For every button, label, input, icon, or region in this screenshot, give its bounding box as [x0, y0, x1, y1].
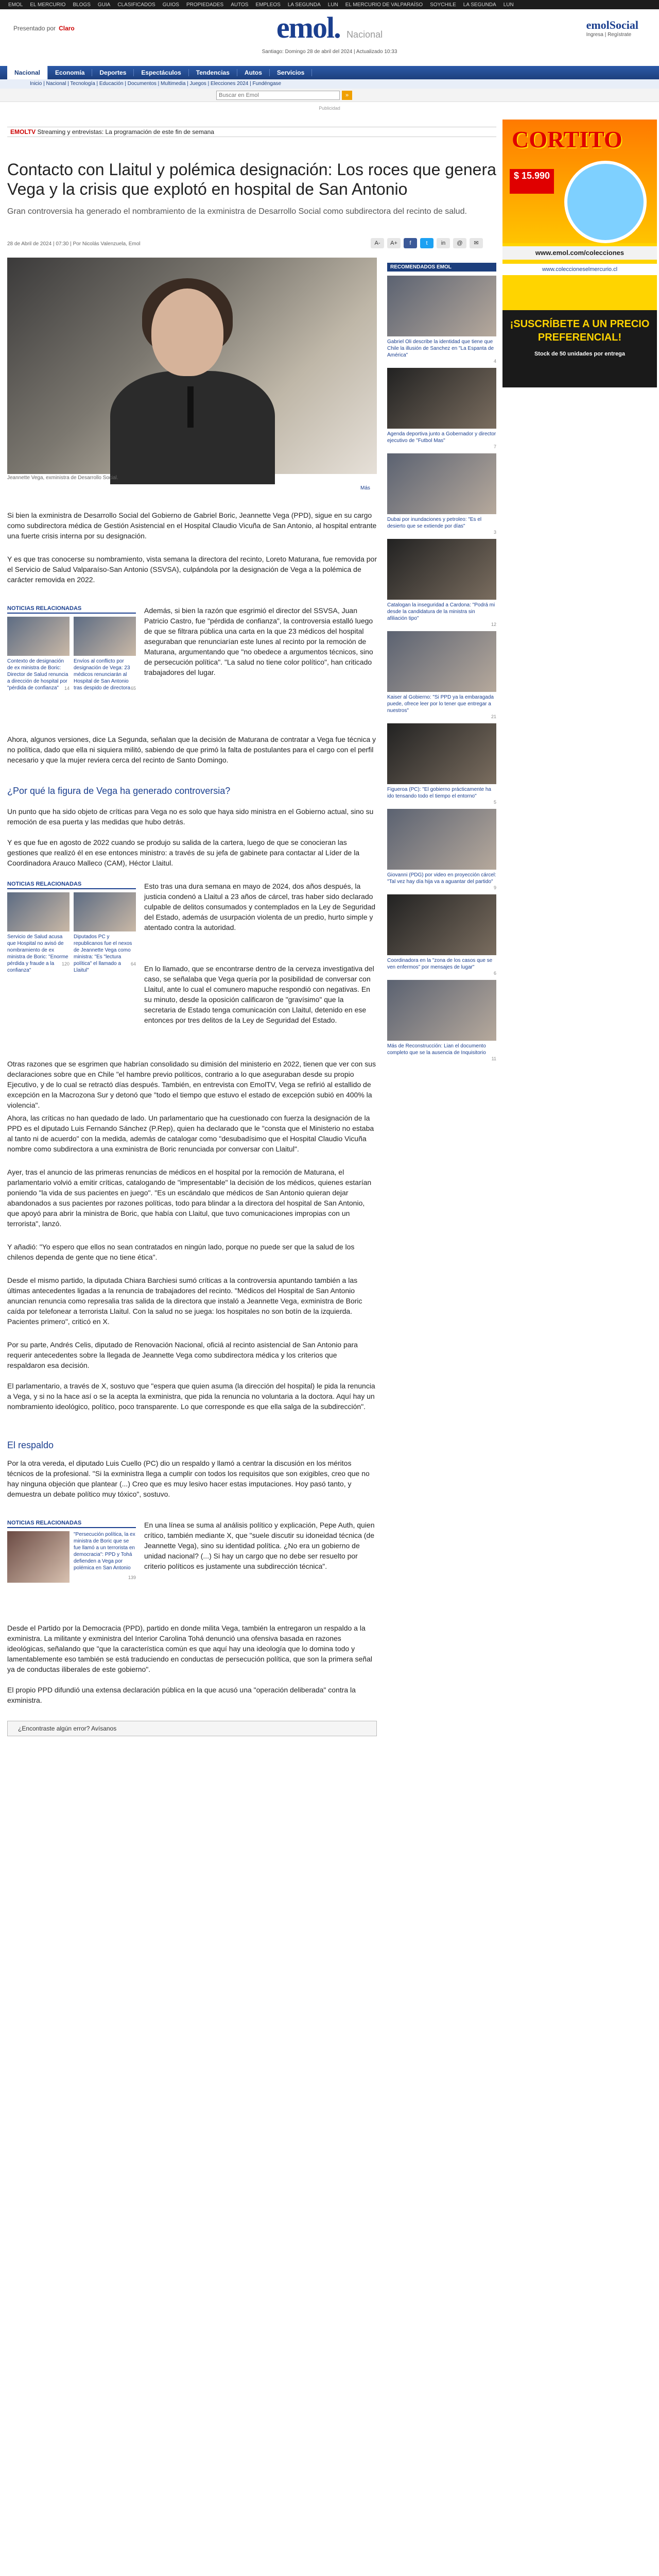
- paragraph: Ayer, tras el anuncio de las primeras renuncias de médicos en el hospital por la remoción de Maturana, el parlamentario volvió a emitir críticas, catalogando de "impresentable" la decisión de los médicos, quienes estarían poniendo "la vida de sus pacientes en juego". "Es un escándalo que médicos de San Antonio quieran dejar abandonados a sus pacientes por razones políticas, todo para blindar a la directora del hospital de San Antonio, que apoyó para abrir la ministra de Boric, que había con Llaitul, que tuvo comunicaciones impropias con un terrorista", lanzó.: [7, 1168, 372, 1228]
- recommended-thumb[interactable]: [387, 809, 496, 870]
- sponsor-logo[interactable]: Claro: [59, 25, 75, 32]
- presented-by: [13, 25, 75, 32]
- recommended-item[interactable]: [387, 723, 496, 805]
- brand-section: Nacional: [346, 29, 383, 40]
- recommended-item[interactable]: [387, 276, 496, 364]
- recommended-text[interactable]: Gabriel Oli describe la identidad que tiene que Chile la illusión de Sanchez en "La Espanta de América": [387, 339, 494, 358]
- related-thumb[interactable]: [7, 617, 70, 656]
- search-input[interactable]: [216, 91, 340, 100]
- comment-count: 139: [128, 1575, 136, 1580]
- paragraph: El parlamentario, a través de X, sostuvo que "espera que quien asuma (la dirección del hospital) le pida la renuncia a Vega, y si no la hace así o se la acepta la exministra, que pida la renuncia no voluntaria a la doctora. Aquí hay un nombramiento ideológico, político, poco transparente. Lo que corresponde es que ella salga de la subdirección".: [7, 1382, 375, 1411]
- network-link[interactable]: LA SEGUNDA: [463, 2, 496, 8]
- comment-count: 6: [493, 971, 496, 976]
- comment-count: 9: [493, 885, 496, 890]
- related-thumb[interactable]: [7, 1531, 70, 1583]
- recommended-item[interactable]: [387, 980, 496, 1061]
- nav-item-deportes[interactable]: Deportes: [92, 69, 134, 76]
- network-link[interactable]: PROPIEDADES: [186, 2, 224, 8]
- comment-count: 64: [130, 961, 136, 967]
- nav-item-nacional[interactable]: Nacional: [7, 66, 48, 79]
- section-heading: El respaldo: [7, 1440, 54, 1450]
- ad-strip[interactable]: www.coleccioneselmercurio.cl: [502, 264, 657, 275]
- section-heading: ¿Por qué la figura de Vega ha generado controversia?: [7, 786, 231, 796]
- paragraph: Ahora, algunos versiones, dice La Segunda, señalan que la decisión de Maturana de contratar a Vega fue técnica y no política, dado que ella ni siquiera militó, sabiendo de que primó la falta de postulantes para el cargo con el perfil necesario y que la mujer reviera cerca del recinto de Santo Domingo.: [7, 735, 376, 764]
- alert-text[interactable]: Streaming y entrevistas: La programación de este fin de semana: [37, 128, 214, 135]
- article-headline: Contacto con Llaitul y polémica designación: Los roces que genera Vega y la crisis que explotó en hospital de San Antonio: [7, 160, 496, 198]
- nav-item-tendencias[interactable]: Tendencias: [189, 69, 237, 76]
- network-link[interactable]: GUIOS: [162, 2, 179, 8]
- related-thumb[interactable]: [7, 892, 70, 931]
- related-text[interactable]: Envíos al conflicto por designación de Vega: 23 médicos renunciarán al Hospital de San Antonio tras despido de directora: [74, 658, 131, 691]
- related-news-2: [7, 881, 136, 973]
- ad-brand: CORTITO: [512, 126, 622, 152]
- font-decrease-button[interactable]: A-: [371, 238, 384, 248]
- nav-item-economia[interactable]: Economía: [48, 69, 92, 76]
- paragraph: Por su parte, Andrés Celis, diputado de Renovación Nacional, oficiá al recinto asistencial de San Antonio para requerir antecedentes sobre la llegada de Jeannette Vega como subdirectora médica y los criterios que respaldaron esa decisión.: [7, 1341, 358, 1369]
- comment-count: 4: [493, 359, 496, 364]
- related-thumb[interactable]: [74, 617, 136, 656]
- network-link[interactable]: EMPLEOS: [255, 2, 281, 8]
- recommended-item[interactable]: [387, 539, 496, 627]
- recommended-thumb[interactable]: [387, 723, 496, 784]
- article-tools: [371, 238, 483, 248]
- recommended-text[interactable]: Agenda deportiva junto a Gobernador y director ejecutivo de "Futbol Mas": [387, 431, 496, 444]
- article-lede: Gran controversia ha generado el nombramiento de la exministra de Desarrollo Social como subdirectora del recinto de salud.: [7, 207, 467, 216]
- paragraph: En lo llamado, que se encontrarse dentro de la cerveza investigativa del caso, se señalaba que Vega quería por la posibilidad de conversar con Llaitul, ante lo cual el comunero mapuche respondió con negativas. En su minuto, desde la oposición calificaron de "gravísimo" que la secretaria de Estado tenga comunicación con Llaitul, detenido en ese entonces por tres delitos de la Ley de Seguridad del Estado.: [144, 964, 374, 1024]
- recommended-thumb[interactable]: [387, 276, 496, 336]
- ad-subscribe: [502, 310, 657, 387]
- report-error-button[interactable]: ¿Encontraste algún error? Avísanos: [7, 1721, 377, 1736]
- paragraph: En una línea se suma al análisis político y explicación, Pepe Auth, quien crítico, también mediante X, que "suele discutir su idoneidad técnica (de Jeannette Vega), sino su identidad política. ¿No era un gobierno de unidad nacional? (...) Si hay un cargo que no debe ser resuelto por criterio políticos es justamente una subdirección técnica".: [144, 1521, 375, 1570]
- recommended-text[interactable]: Dubai por inundaciones y petroleo: "Es el desierto que se extiende por días": [387, 517, 482, 529]
- paragraph: El propio PPD difundió una extensa declaración pública en la que acusó una "operación deliberada" contra la exministra.: [7, 1686, 356, 1704]
- related-text[interactable]: "Persecución política, la ex ministra de Boric que se fue llamó a un terrorista en democracia": PPD y Tohá defienden a Vega por polémica en San Antonio: [74, 1532, 135, 1571]
- paragraph: Desde el Partido por la Democracia (PPD), partido en donde milita Vega, también la entregaron un respaldo a la exministra. La militante y exministra del Interior Carolina Tohá denunció una ofensiva basada en razones ideológicas, señalando que "que la característica común es que aquí hay una ideología que lo domina todo y lamentablemente eso también se está traduciendo en conductas de persecución política, que son la primera señal ya de conductas iliberales de este gobierno".: [7, 1624, 372, 1673]
- recommended-thumb[interactable]: [387, 980, 496, 1041]
- related-text[interactable]: Diputados PC y republicanos fue el nexos de Jeannette Vega como ministra: "Es "lectura política" el llamado a Llaitul": [74, 934, 132, 973]
- ad-subscribe-title[interactable]: ¡SUSCRÍBETE A UN PRECIO PREFERENCIAL!: [510, 318, 650, 343]
- recommended-item[interactable]: [387, 894, 496, 976]
- network-link[interactable]: EL MERCURIO: [30, 2, 66, 8]
- related-title: NOTICIAS RELACIONADAS: [7, 605, 136, 614]
- nav-item-servicios[interactable]: Servicios: [270, 69, 312, 76]
- related-news-1: [7, 605, 136, 691]
- social-login-links[interactable]: Ingresa | Regístrate: [586, 32, 632, 38]
- paragraph: Además, si bien la razón que esgrimió el director del SSVSA, Juan Patricio Castro, fue "pérdida de confianza", la controversia estalló luego de que se filtrara pública una carta en la que 23 médicos del hospital aseguraban que renunciarían este lunes al recinto por la remoción de Maturana, argumentando que "no obedece a argumentos técnicos, sino de persecución política". "La salud no tiene color político", han criticado trabajadores del lugar.: [144, 606, 373, 676]
- recommended-thumb[interactable]: [387, 631, 496, 692]
- nav-item-espectaculos[interactable]: Espectáculos: [134, 69, 188, 76]
- recommended-thumb[interactable]: [387, 368, 496, 429]
- network-link[interactable]: SOYCHILE: [430, 2, 456, 8]
- comment-count: 5: [493, 800, 496, 805]
- related-text[interactable]: Servicio de Salud acusa que Hospital no avisó de nombramiento de ex ministra de Boric: "Enorme pérdida y fraude a la confianza": [7, 934, 68, 973]
- comment-count: 7: [493, 444, 496, 449]
- facebook-share-icon[interactable]: f: [404, 238, 417, 248]
- recommended-text[interactable]: Giovanni (PDG) por video en proyección cárcel: "Tal vez hay día hija va a aguantar del partido": [387, 872, 496, 885]
- sidebar-title: RECOMENDADOS EMOL: [387, 263, 496, 272]
- comment-count: 21: [491, 714, 496, 719]
- article-meta: 28 de Abril de 2024 | 07:30 | Por Nicolás Valenzuela, Emol: [7, 241, 141, 247]
- paragraph: Otras razones que se esgrimen que habrían consolidado su dimisión del ministerio en 2022, tienen que ver con sus declaraciones sobre que en Chile "el hambre previo políticos, contrario a lo que aseguraban desde su propio Ejecutivo, y de lo cual se retractó días después. También, en entrevista con EmolTV, Vega se refirió al estallido de excepción en la Macrozona Sur y detonó que "todo el tiempo que estuvo el estado de excepción subió en 400% la violencia".: [7, 1060, 376, 1109]
- more-photos-link[interactable]: Más: [360, 485, 370, 491]
- presented-by-label: Presentado por: [13, 25, 56, 32]
- network-link[interactable]: LUN: [503, 2, 514, 8]
- paragraph: Y añadió: "Yo espero que ellos no sean contratados en ningún lado, porque no puede ser que la salud de los chilenos dependa de gente que no tiene ética".: [7, 1243, 355, 1261]
- search-button[interactable]: »: [342, 91, 352, 100]
- ad-subscribe-sub: Stock de 50 unidades por entrega: [534, 351, 626, 357]
- ad-figure-image: [564, 161, 647, 243]
- paragraph: Si bien la exministra de Desarrollo Social del Gobierno de Gabriel Boric, Jeannette Vega (PPD), sigue en su cargo como subdirectora médica de Gestión Asistencial en el Hospital Claudio Vicuña de San Antonio, al hospital entrante una fuerte crisis interna por su designación.: [7, 511, 377, 540]
- related-text[interactable]: Contexto de designación de ex ministra de Boric: Director de Salud renuncia a dirección de hospital por "pérdida de confianza": [7, 658, 68, 691]
- site-header: [0, 9, 659, 66]
- article-header: [7, 160, 496, 217]
- photo-caption: Jeannette Vega, exministra de Desarrollo Social.: [7, 475, 118, 481]
- paragraph: Esto tras una dura semana en mayo de 2024, dos años después, la justicia condenó a Llaitul a 23 años de cárcel, tras haber sido declarado culpable de delitos consumados y contemplados en la Ley de Seguridad del Estado, además de usurpación violenta de un predio, hurto simple y atentado contra la autoridad.: [144, 882, 376, 931]
- recommended-item[interactable]: [387, 631, 496, 719]
- sub-nav[interactable]: Inicio | Nacional | Tecnología | Educación | Documentos | Multimedia | Juegos | Elecciones 2024 | Fundéngase: [0, 79, 659, 89]
- ad-banner[interactable]: [502, 120, 657, 387]
- photo-microphone: [187, 386, 194, 428]
- main-photo[interactable]: [7, 258, 377, 474]
- comment-count: 65: [130, 686, 136, 691]
- ad-url[interactable]: www.emol.com/colecciones: [502, 246, 657, 260]
- comment-count: 11: [491, 1056, 496, 1061]
- header-date: Santiago: Domingo 28 de abril del 2024 | Actualizado 10:33: [262, 49, 397, 55]
- paragraph: Por la otra vereda, el diputado Luis Cuello (PC) dio un respaldo y llamó a centrar la discusión en los méritos técnicos de la profesional. "Si la exministra llega a cumplir con todos los requisitos que son exigibles, creo que no hay ninguna objeción que plantear (...) Creo que es muy lesivo hacer estas imputaciones. Hoy pasó tanto, y demuestra un debate político muy tóxico", sostuvo.: [7, 1459, 370, 1498]
- comment-count: 12: [491, 622, 496, 627]
- recommended-text[interactable]: Más de Reconstrucción: Lian el documento completo que se la ausencia de Inquisitorio: [387, 1043, 486, 1056]
- network-link[interactable]: BLOGS: [73, 2, 91, 8]
- recommended-text[interactable]: Coordinadora en la "zona de los casos que se ven enfermos" por mensajes de lugar": [387, 958, 493, 970]
- network-link[interactable]: GUIA: [97, 2, 111, 8]
- search-bar: [0, 89, 659, 102]
- photo-figure-face: [151, 289, 223, 376]
- alert-bar[interactable]: [7, 127, 496, 137]
- alert-tag: EMOLTV: [10, 128, 36, 135]
- network-link[interactable]: LA SEGUNDA: [287, 2, 321, 8]
- network-link[interactable]: EL MERCURIO DE VALPARAÍSO: [345, 2, 423, 8]
- nav-item-autos[interactable]: Autos: [237, 69, 270, 76]
- network-link[interactable]: EMOL: [8, 2, 23, 8]
- recommended-item[interactable]: [387, 453, 496, 535]
- recommended-item[interactable]: [387, 368, 496, 449]
- recommended-item[interactable]: [387, 809, 496, 890]
- paragraph: Un punto que ha sido objeto de críticas para Vega no es solo que haya sido ministra en el Gobierno actual, sino su remoción de esa puerta y las medidas que hubo detrás.: [7, 807, 374, 826]
- related-item[interactable]: [7, 617, 70, 691]
- top-network-strip: [0, 0, 659, 9]
- social-login[interactable]: [586, 19, 638, 38]
- recommended-thumb[interactable]: [387, 894, 496, 955]
- email-share-icon[interactable]: @: [453, 238, 466, 248]
- network-link[interactable]: CLASIFICADOS: [117, 2, 155, 8]
- recommended-text[interactable]: Catalogan la inseguridad a Cardona: "Podrá mi desde la candidatura de la ministra sin afiliación tipo": [387, 602, 495, 621]
- font-increase-button[interactable]: A+: [387, 238, 401, 248]
- main-nav: [0, 66, 659, 79]
- paragraph: Ahora, las críticas no han quedado de lado. Un parlamentario que ha cuestionado con fuerza la designación de la PPD es el diputado Luis Fernando Sánchez (P.Rep), quien ha declarado que le "consta que el Ministerio no estaba al tanto ni de acuerdo" con la medida, además de catalogar como "desubadísimo que el Hospital Claudio Vicuña nombre como subdirectora a una exministra de Boric renunciada por conversar con Llaitul".: [7, 1114, 374, 1153]
- recommended-sidebar: [387, 263, 496, 1061]
- related-thumb[interactable]: [74, 892, 136, 931]
- top-ad-label: Publicidad: [319, 106, 340, 111]
- site-logo[interactable]: [196, 12, 463, 55]
- comment-count: 14: [64, 686, 70, 691]
- paragraph: Y es que fue en agosto de 2022 cuando se produjo su salida de la cartera, luego de que se conocieran las gestiones que realizó él en ese entonces ministro: a través de su jefa de gabinete para contactar al Líder de la Coordinadora Arauco Malleco (CAM), Héctor Llaitul.: [7, 838, 360, 867]
- network-link[interactable]: LUN: [327, 2, 338, 8]
- paragraph: Desde el mismo partido, la diputada Chiara Barchiesi sumó críticas a la controversia apuntando también a las últimas antecedentes ligadas a la renuncia de trabajadores del recinto. "Médicos del Hospital de San Antonio anuncian renuncia como represalia tras salida de la directora que instaló a Jeannette Vega, exministra de Boric caída por telefonear a terrorista Llaitul. Con la salud no se juega: los hospitales no son botín de la izquierda. Pacientes primero", criticó en X.: [7, 1276, 362, 1326]
- ad-price: $ 15.990: [510, 169, 554, 194]
- related-news-3: [7, 1520, 136, 1583]
- related-item[interactable]: [74, 617, 136, 691]
- related-item[interactable]: [7, 892, 70, 973]
- related-title: NOTICIAS RELACIONADAS: [7, 881, 136, 889]
- recommended-text[interactable]: Figueroa (PC): "El gobierno prácticamente ha ido tensando todo el tiempo el entorno": [387, 787, 491, 799]
- twitter-share-icon[interactable]: t: [420, 238, 433, 248]
- related-item[interactable]: [74, 892, 136, 973]
- comment-count: 120: [61, 961, 70, 967]
- linkedin-share-icon[interactable]: in: [437, 238, 450, 248]
- brand-name[interactable]: emol.: [276, 11, 340, 44]
- recommended-thumb[interactable]: [387, 453, 496, 514]
- related-title: NOTICIAS RELACIONADAS: [7, 1520, 136, 1528]
- message-icon[interactable]: ✉: [470, 238, 483, 248]
- comment-count: 3: [493, 530, 496, 535]
- social-brand[interactable]: emolSocial: [586, 19, 638, 31]
- paragraph: Y es que tras conocerse su nombramiento, vista semana la directora del recinto, Loreto Maturana, fue removida por el Servicio de Salud Valparaíso-San Antonio (SSVSA), culpándola por la designación de Vega a la polémica de carácter removida en 2022.: [7, 555, 377, 584]
- network-link[interactable]: AUTOS: [231, 2, 249, 8]
- recommended-text[interactable]: Kaiser al Gobierno: "Si PPD ya la embaragada puede, ofrece leer por lo tener que entregar a nuestros": [387, 694, 494, 714]
- recommended-thumb[interactable]: [387, 539, 496, 600]
